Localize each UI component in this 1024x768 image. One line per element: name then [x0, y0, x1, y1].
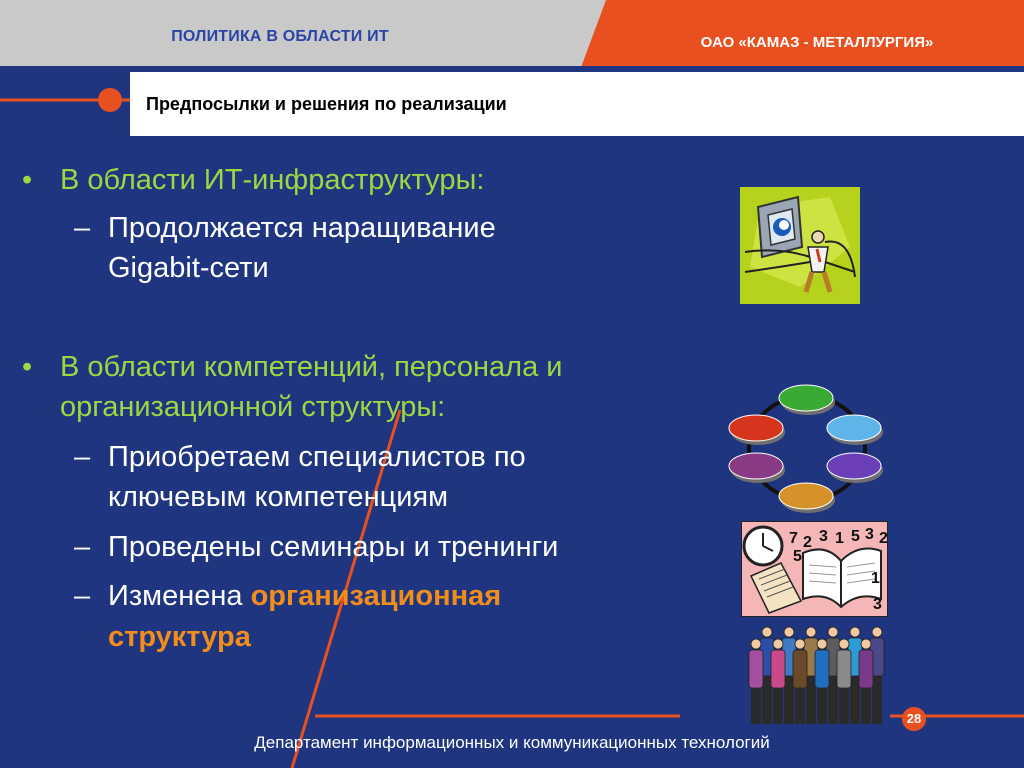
person-figure: [815, 639, 829, 724]
bullet-2-sub-1-line-2: ключевым компетенциям: [108, 481, 449, 513]
person-figure: [793, 639, 807, 724]
training-digit: 3: [873, 596, 882, 613]
person-figure: [859, 639, 873, 724]
bullet-2-line-1: В области компетенций, персонала и: [60, 351, 563, 383]
bullet-1: В области ИТ-инфраструктуры:: [60, 164, 485, 196]
training-digit: 1: [835, 530, 844, 547]
dash-marker: –: [74, 531, 91, 563]
footer-department: Департамент информационных и коммуникационных технологий: [254, 733, 770, 752]
training-digit: 3: [819, 528, 828, 545]
person-figure: [837, 639, 851, 724]
bullet-2-sub-3-prefix: Изменена: [108, 580, 251, 612]
cycle-oval: [729, 415, 785, 445]
dash-marker: –: [74, 212, 91, 244]
network-computer-icon: [740, 187, 860, 304]
cycle-oval: [779, 385, 835, 415]
cycle-oval: [779, 483, 835, 513]
dash-marker: –: [74, 441, 91, 473]
cycle-oval: [827, 415, 883, 445]
person-figure: [771, 639, 785, 724]
header-right-title: ОАО «КАМАЗ - МЕТАЛЛУРГИЯ»: [700, 34, 934, 51]
person-figure: [749, 639, 763, 724]
training-digit: 2: [879, 530, 888, 547]
bullet-1-sub-1-line-1: Продолжается наращивание: [108, 212, 496, 244]
bullet-2-sub-3-line-2: структура: [108, 621, 251, 653]
training-digit: 2: [803, 534, 812, 551]
bullet-2-sub-3: [108, 579, 501, 613]
training-digit: 7: [789, 530, 798, 547]
slide-subtitle: Предпосылки и решения по реализации: [146, 94, 507, 114]
cycle-diagram-icon: [728, 382, 886, 514]
bullet-2-sub-1-line-1: Приобретаем специалистов по: [108, 441, 526, 473]
bullet-2-sub-3-highlight: организационная: [250, 580, 502, 612]
training-digit: 5: [793, 548, 802, 565]
training-digit: 1: [871, 570, 880, 587]
bullet-marker: •: [22, 164, 33, 196]
bullet-2-line-2: организационной структуры:: [60, 391, 446, 423]
header-left-title: ПОЛИТИКА В ОБЛАСТИ ИТ: [171, 28, 389, 45]
bullet-marker: •: [22, 351, 33, 383]
people-group-icon: [748, 624, 890, 727]
dash-marker: –: [74, 580, 91, 612]
bullet-2-sub-2: Проведены семинары и тренинги: [108, 531, 559, 563]
bullet-1-sub-1-line-2: Gigabit-сети: [108, 252, 269, 284]
training-digit: 5: [851, 528, 860, 545]
cycle-oval: [729, 453, 785, 483]
page-number: 28: [902, 707, 926, 731]
book-clock-icon: [741, 521, 888, 617]
cycle-oval: [827, 453, 883, 483]
training-digit: 3: [865, 526, 874, 543]
